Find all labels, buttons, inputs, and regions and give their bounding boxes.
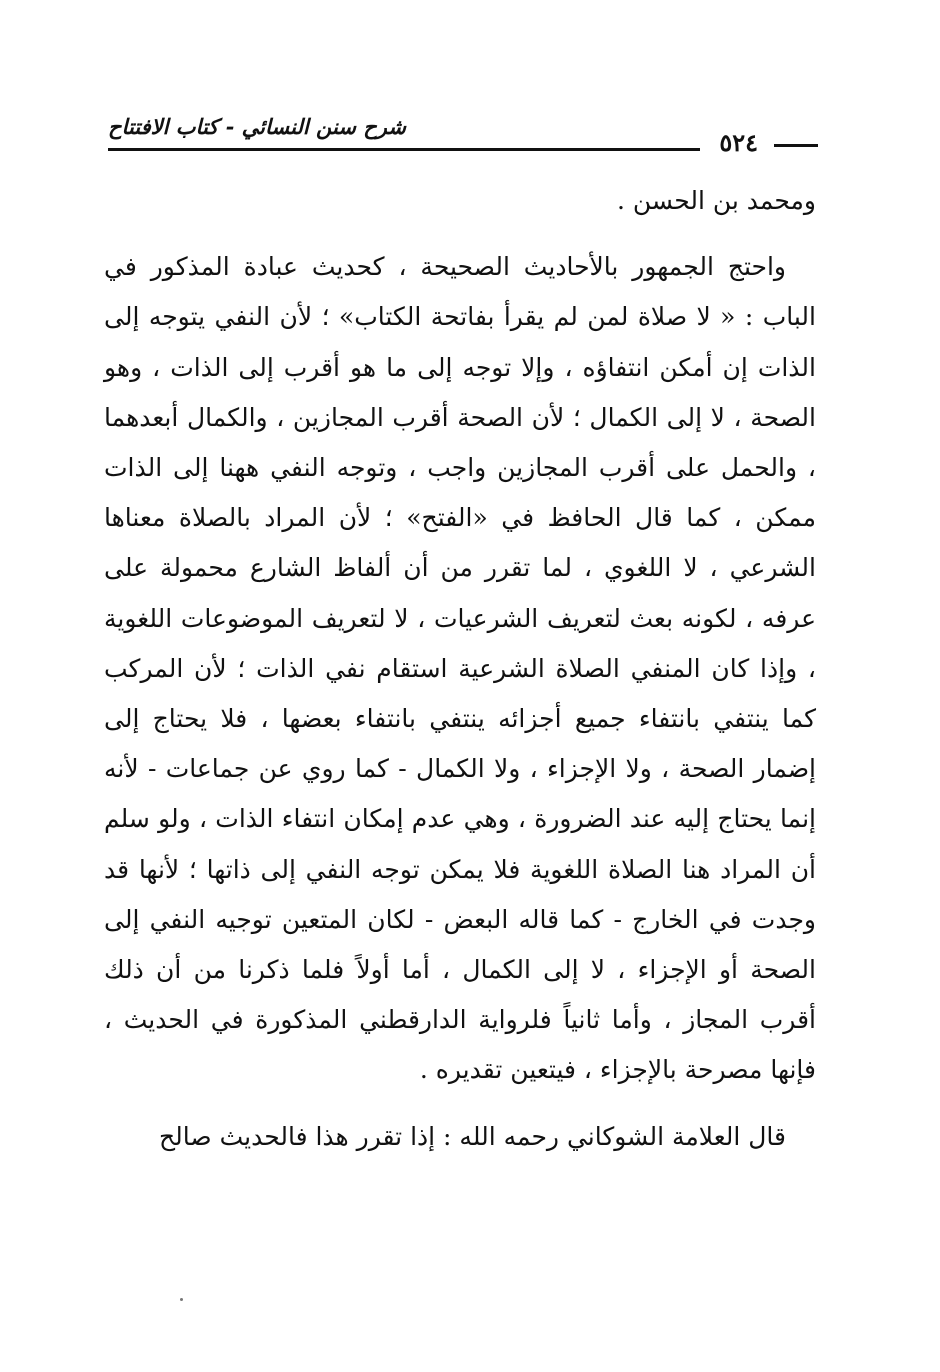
scan-speck	[180, 1298, 183, 1301]
paragraph-shawkani: قال العلامة الشوكاني رحمه الله : إذا تقرر هذا فالحديث صالح	[159, 1121, 786, 1151]
paragraph-continuation: ومحمد بن الحسن .	[617, 186, 816, 215]
header-rule	[108, 148, 700, 151]
page-header	[108, 104, 818, 156]
paragraph-majority-argument: واحتج الجمهور بالأحاديث الصحيحة ، كحديث عبادة المذكور في الباب : « لا صلاة لمن لم يقرأ بفاتحة الكتاب» ؛ لأن النفي يتوجه إلى الذات إن أمكن انتفاؤه ، وإلا توجه إلى ما هو أقرب إلى الذات ، وهو الصحة ، لا إلى الكمال ؛ لأن الصحة أقرب المجازين ، والكمال أبعدهما ، والحمل على أقرب المجازين واجب ، وتوجه النفي ههنا إلى الذات ممكن ، كما قال الحافظ في «الفتح» ؛ لأن المراد بالصلاة معناها الشرعي ، لا اللغوي ، لما تقرر من أن ألفاظ الشارع محمولة على عرفه ، لكونه بعث لتعريف الشرعيات ، لا لتعريف الموضوعات اللغوية ، وإذا كان المنفي الصلاة الشرعية استقام نفي الذات ؛ لأن المركب كما ينتفي بانتفاء جميع أجزائه ينتفي بانتفاء بعضها ، فلا يحتاج إلى إضمار الصحة ، ولا الإجزاء ، ولا الكمال - كما روي عن جماعات - لأنه إنما يحتاج إليه عند الضرورة ، وهي عدم إمكان انتفاء الذات ، ولو سلم أن المراد هنا الصلاة اللغوية فلا يمكن توجه النفي إلى ذاتها ؛ لأنها قد وجدت في الخارج - كما قاله البعض - لكان المتعين توجيه النفي إلى الصحة أو الإجزاء ، لا إلى الكمال ، أما أولاً فلما ذكرنا من أن ذلك أقرب المجاز ، وأما ثانياً فلرواية الدارقطني المذكورة في الحديث ، فإنها مصرحة بالإجزاء ، فيتعين تقديره .	[104, 252, 816, 1085]
page-number: ٥٢٤	[719, 128, 758, 157]
running-title: شرح سنن النسائي - كتاب الافتتاح	[108, 114, 406, 139]
body-text	[104, 176, 816, 1162]
page-number-dash	[774, 144, 818, 147]
